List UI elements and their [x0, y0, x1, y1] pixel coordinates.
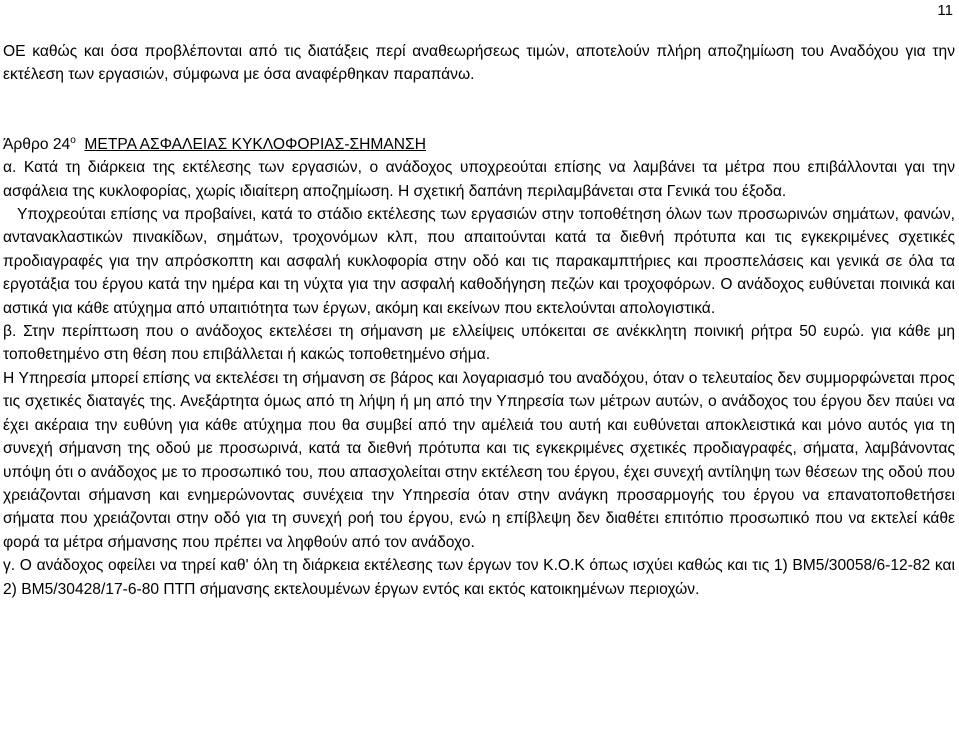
- page-number: 11: [937, 2, 953, 19]
- paragraph-b-continued: Η Υπηρεσία μπορεί επίσης να εκτελέσει τη σήμανση σε βάρος και λογαριασμό του αναδόχου, όταν ο τελευταίος δεν συμμορφώνεται προς τις σχετικές διαταγές της. Ανεξάρτητα όμως από τη λήψη ή μη από την Υπηρεσία των μέτρων αυτών, ο ανάδοχος του έργου δεν παύει να έχει ακέραια την ευθύνη για κάθε ατύχημα που θα συμβεί από την αμέλειά του αυτή και ευθύνεται αποκλειστικά και μόνο αυτός για τη συνεχή σήμανση της οδού με προσωρινά, κατά τα διεθνή πρότυπα και τις εγκεκριμένες σχετικές προδιαγραφές, σήματα, λαμβάνοντας υπόψη ότι ο ανάδοχος με το προσωπικό του, που απασχολείται στην εκτέλεση του έργου, έχει συνεχή αντίληψη των θέσεων της οδού που χρειάζονται σήμανση και ενημερώνοντας συνέχεια την Υπηρεσία όταν στην ανάγκη προσαρμογής του έργου να επανατοποθετήσει σήματα που χρειάζονται στην οδό για τη συνεχή ροή του έργου, ενώ η επίβλεψη δεν διαθέτει επιτόπιο προσωπικό που να εκτελεί κάθε φορά τα μέτρα σήμανσης που πρέπει να ληφθούν από τον ανάδοχο.: [3, 369, 955, 551]
- article-number: Άρθρο $24^o$: [3, 134, 76, 153]
- document-body: [3, 40, 955, 601]
- paragraph-b: β. Στην περίπτωση που ο ανάδοχος εκτελέσει τη σήμανση με ελλείψεις υπόκειται σε ανέκκλητη ποινική ρήτρα 50 ευρώ. για κάθε μη τοποθετημένο στη θέση που επιβάλλεται ή κακώς τοποθετημένο σήμα.: [3, 323, 955, 364]
- paragraph-a: α. Κατά τη διάρκεια της εκτέλεσης των εργασιών, ο ανάδοχος υποχρεούται επίσης να λαμβάνει τα μέτρα που επιβάλλονται γαι την ασφάλεια της κυκλοφορίας, χωρίς ιδιαίτερη αποζημίωση. Η σχετική δαπάνη περιλαμβάνεται στα Γενικά του έξοδα.: [3, 159, 955, 200]
- intro-paragraph: ΟΕ καθώς και όσα προβλέπονται από τις διατάξεις περί αναθεωρήσεως τιμών, αποτελούν πλήρη αποζημίωση του Αναδόχου για την εκτέλεση των εργασιών, σύμφωνα με όσα αναφέρθηκαν παραπάνω.: [3, 43, 955, 84]
- article-title: ΜΕΤΡΑ ΑΣΦΑΛΕΙΑΣ ΚΥΚΛΟΦΟΡΙΑΣ-ΣΗΜΑΝΣΗ: [84, 135, 426, 153]
- paragraph-c: γ. Ο ανάδοχος οφείλει να τηρεί καθ' όλη τη διάρκεια εκτέλεσης των έργων τον Κ.Ο.Κ όπως ισχύει καθώς και τις 1) ΒΜ5/30058/6-12-82 και 2) ΒΜ5/30428/17-6-80 ΠΤΠ σήμανσης εκτελουμένων έργων εντός και εκτός κατοικημένων περιοχών.: [3, 557, 955, 598]
- article-heading: [3, 133, 955, 156]
- section-spacer: [3, 87, 955, 133]
- paragraph-a-continued: Υποχρεούται επίσης να προβαίνει, κατά το στάδιο εκτέλεσης των εργασιών στην τοποθέτηση όλων των προσωρινών σημάτων, φανών, αντανακλαστικών πινακίδων, σημάτων, τροχονόμων κλπ, που απαιτούνται κατά τα διεθνή πρότυπα και τις εγκεκριμένες σχετικές προδιαγραφές για την απρόσκοπτη και ασφαλή κυκλοφορία στην οδό και τις παρακαμπτήριες και προσπελάσεις και γενικά σε όλα τα εργοτάξια του έργου κατά την ημέρα και τη νύχτα για την ασφαλή καθοδήγηση πεζών και τροχοφόρων. Ο ανάδοχος ευθύνεται ποινικά και αστικά για κάθε ατύχημα από υπαιτιότητα των έργων, ακόμη και εκείνων που εκτελούνται απολογιστικά.: [3, 206, 955, 317]
